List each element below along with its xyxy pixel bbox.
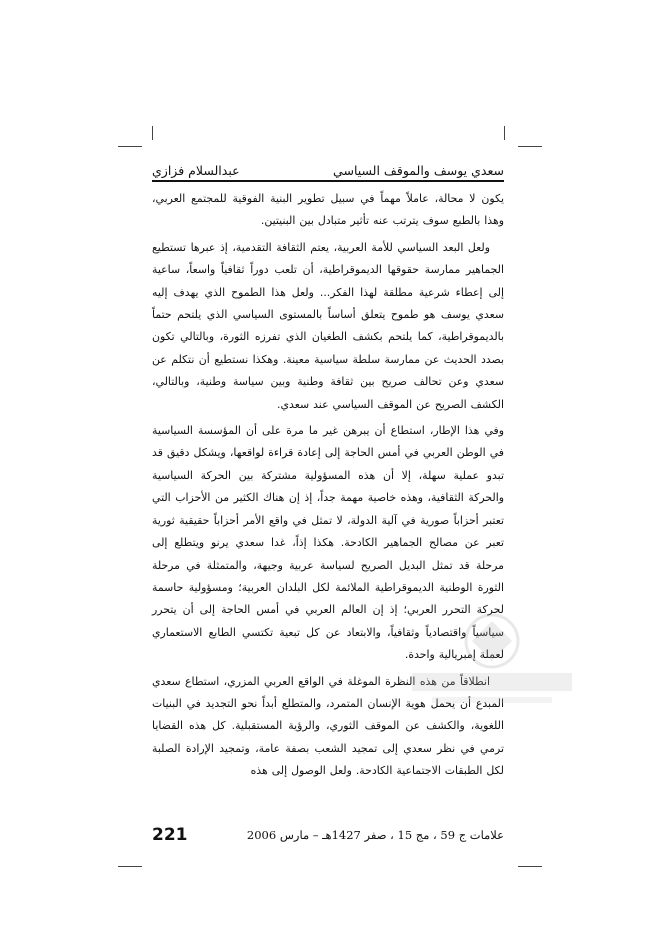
crop-mark (152, 126, 153, 140)
crop-mark (118, 866, 142, 867)
paragraph: وفي هذا الإطار، استطاع أن يبرهن غير ما مرة على أن المؤسسة السياسية في الوطن العربي في أمس الحاجة إلى إعادة قراءة لواقعها، ويشكل دقيق قد تبدو عملية سهلة، إلا أن هذه المسؤولية مشتركة بين الحركة السياسية والحركة الثقافية، وهذه خاصية مهمة جداً، إذ إن هناك الكثير من الأحزاب التي تعتبر أحزاباً صورية في آلية الدولة، لا تمثل في واقع الأمر أحزاباً حقيقية ثورية تعبر عن مصالح الجماهير الكادحة. هكذا إذاً، غدا سعدي يرنو ويتطلع إلى مرحلة قد تمثل البديل الصريح لسياسة عربية وجيهة، والمتمثلة في مرحلة الثورة الوطنية الديموقراطية الملائمة لكل البلدان العربية؛ ومسؤولية حاسمة لحركة التحرر العربي؛ إذ إن العالم العربي في أمس الحاجة إلى أن يتحرر سياسياً واقتصادياً وثقافياً، والابتعاد عن كل تبعية تكتسي الطابع الاستعماري لعملة إمبريالية واحدة. (152, 424, 504, 662)
page-number: 221 (152, 825, 188, 845)
crop-mark (518, 866, 542, 867)
document-page (152, 146, 504, 866)
header-rule (152, 180, 504, 182)
paragraph: يكون لا محالة، عاملاً مهماً في سبيل تطوير البنية الفوقية للمجتمع العربي، وهذا بالطبع سوف يترتب عنه تأثير متبادل بين البنيتين. (152, 192, 504, 228)
crop-mark (118, 146, 142, 147)
running-header (152, 156, 504, 178)
header-author: عبدالسلام فزازي (152, 163, 240, 178)
paragraph: انطلاقاً من هذه النظرة الموغلة في الواقع العربي المزري، استطاع سعدي المبدع أن يحمل هوية الإنسان المتمرد، والمتطلع أبداً نحو التجديد في البنيات اللغوية، والكشف عن الموقف الثوري، والرؤية المستقبلية. كل هذه القضايا ترمي في نظر سعدي إلى تمجيد الشعب بصفة عامة، وتمجيد الإرادة الصلبة لكل الطبقات الاجتماعية الكادحة. ولعل الوصول إلى هذه (152, 674, 504, 778)
body-text (152, 188, 504, 787)
header-title: سعدي يوسف والموقف السياسي (333, 163, 504, 178)
issue-info: علامات ج 59 ، مج 15 ، صفر 1427هـ – مارس 2006 (246, 828, 504, 842)
page-footer (152, 822, 504, 848)
crop-mark (518, 146, 542, 147)
crop-mark (504, 126, 505, 140)
paragraph: ولعل البعد السياسي للأمة العربية، يعتم الثقافة التقدمية، إذ عبرها تستطيع الجماهير ممارسة حقوقها الديموقراطية، أن تلعب دوراً ثقافياً واسعاً، ساعية إلى إعطاء شرعية مطلقة لهذا الفكر... ولعل هذا الطموح الذي يهدف إليه سعدي يوسف هو طموح يتعلق أساساً بالمستوى السياسي الذي يلتحم حتماً بالديموقراطية، كما يلتحم بكشف الطغيان الذي تفرزه الثورة، وبالتالي تكون بصدد الحديث عن ممارسة سلطة سياسية معينة. وهكذا نستطيع أن نتكلم عن سعدي وعن تحالف صريح بين ثقافة وطنية وبين سياسة وطنية، وبالتالي، الكشف الصريح عن الموقف السياسي عند سعدي. (152, 240, 504, 411)
